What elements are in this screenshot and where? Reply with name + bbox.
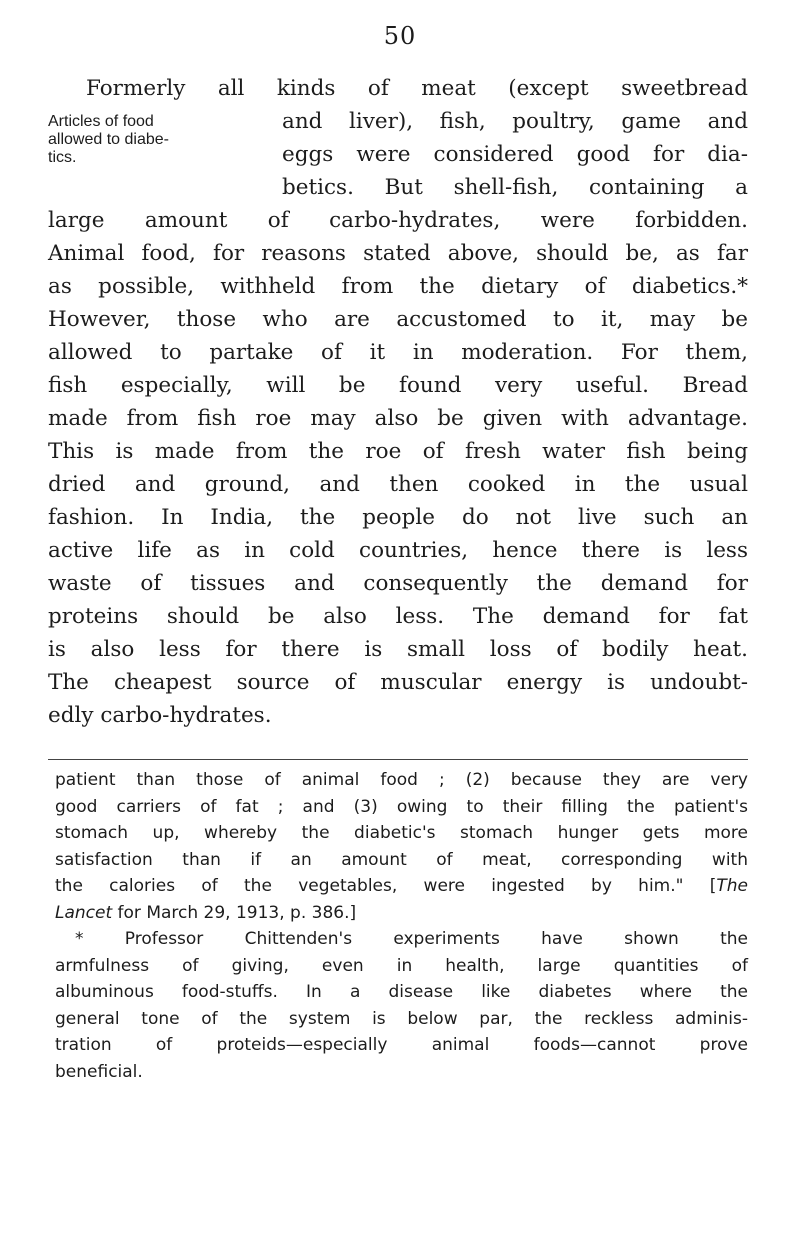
footnote-divider xyxy=(48,759,748,760)
text-line: fashion. In India, the people do not live such an xyxy=(48,505,748,530)
footnote-line-citation xyxy=(55,873,748,900)
text-line: fish especially, will be found very useful. Bread xyxy=(48,373,748,398)
footnote-line: satisfaction than if an amount of meat, corresponding with xyxy=(55,849,748,870)
footnote-line: * Professor Chittenden's experiments have shown the xyxy=(75,929,748,949)
text-line: large amount of carbo-hydrates, were forbidden. xyxy=(48,208,748,233)
text-line: eggs were considered good for dia- xyxy=(282,142,748,167)
journal-title-the: The xyxy=(716,876,748,896)
text-line: proteins should be also less. The demand for fat xyxy=(48,604,748,629)
margin-note-line: Articles of food xyxy=(48,113,154,130)
footnote-text: for March 29, 1913, p. 386.] xyxy=(112,902,357,923)
text-line: and liver), fish, poultry, game and xyxy=(282,109,748,134)
text-line: as possible, withheld from the dietary of diabetics.* xyxy=(48,274,748,299)
footnote-line: stomach up, whereby the diabetic's stomach hunger gets more xyxy=(55,823,748,843)
footnote-line: patient than those of animal food ; (2) because they are very xyxy=(55,770,748,790)
footnote-line: general tone of the system is below par, the reckless adminis- xyxy=(55,1008,748,1029)
margin-note-line: tics. xyxy=(48,149,77,166)
text-line: This is made from the roe of fresh water fish being xyxy=(48,439,748,464)
footnote-line: good carriers of fat ; and (3) owing to their filling the patient's xyxy=(55,796,748,817)
text-line: waste of tissues and consequently the demand for xyxy=(48,571,748,596)
text-line: Formerly all kinds of meat (except sweetbread xyxy=(86,76,748,101)
text-line: made from fish roe may also be given with advantage. xyxy=(48,406,748,431)
footnote-line: beneficial. xyxy=(55,1061,143,1082)
footnote-text: the calories of the vegetables, were ingested by him." [ xyxy=(55,876,717,896)
text-line: is also less for there is small loss of bodily heat. xyxy=(48,637,748,662)
text-line: However, those who are accustomed to it, may be xyxy=(48,307,748,332)
text-line: betics. But shell-fish, containing a xyxy=(282,175,748,200)
journal-title-lancet: Lancet xyxy=(55,902,113,923)
page-number: 50 xyxy=(383,22,417,50)
footnotes xyxy=(55,767,748,1085)
footnote-line: armfulness of giving, even in health, large quantities of xyxy=(55,955,748,976)
footnote-line-citation-end xyxy=(55,900,748,927)
margin-note-line: allowed to diabe- xyxy=(48,131,169,148)
footnote-line: tration of proteids—especially animal foods—cannot prove xyxy=(55,1035,748,1055)
text-line: allowed to partake of it in moderation. For them, xyxy=(48,340,748,365)
text-line: The cheapest source of muscular energy is undoubt- xyxy=(48,670,748,695)
main-paragraph xyxy=(48,72,748,732)
text-line: edly carbo-hydrates. xyxy=(48,703,272,728)
text-line: Animal food, for reasons stated above, should be, as far xyxy=(48,241,748,266)
text-line: dried and ground, and then cooked in the usual xyxy=(48,472,748,497)
text-line: active life as in cold countries, hence there is less xyxy=(48,538,748,563)
footnote-line: albuminous food-stuffs. In a disease like diabetes where the xyxy=(55,982,748,1002)
